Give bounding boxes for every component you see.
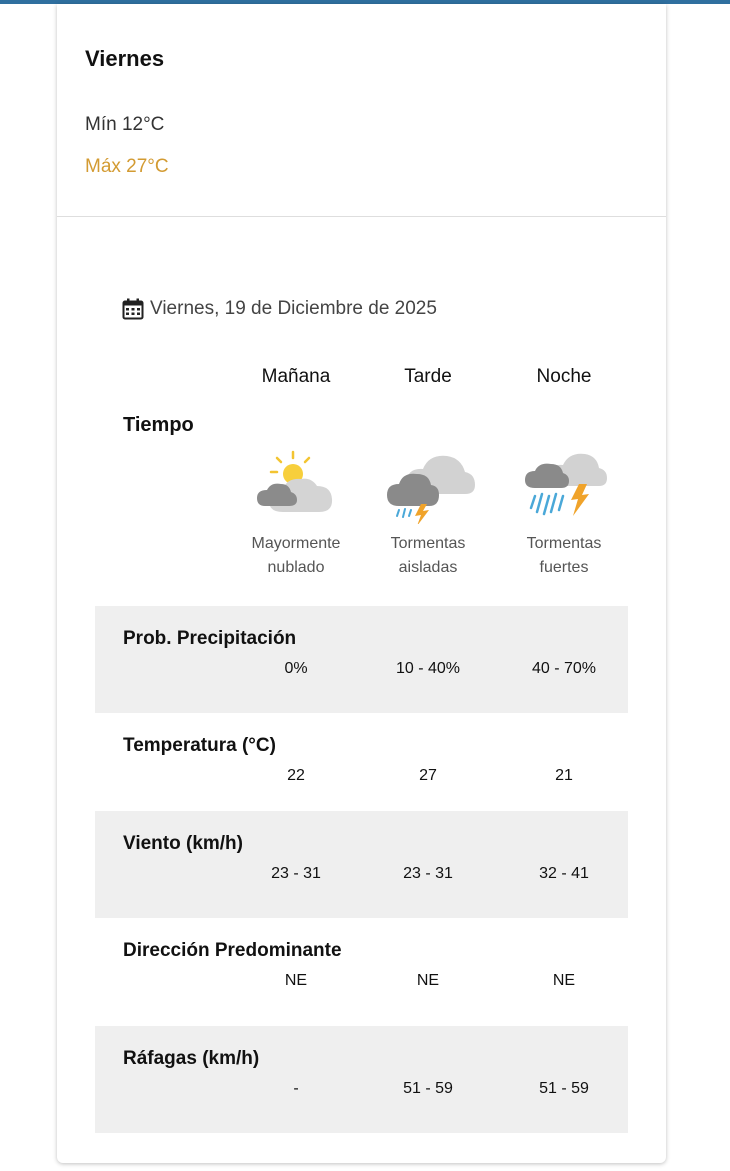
condition-night: Tormentas fuertes — [526, 535, 602, 576]
row-value-night: 32 - 41 — [539, 865, 589, 882]
row-label: Prob. Precipitación — [123, 628, 297, 649]
forecast-date — [122, 298, 437, 320]
weather-label: Tiempo — [123, 414, 194, 436]
row-value-afternoon: NE — [416, 972, 440, 989]
row-label: Ráfagas (km/h) — [123, 1048, 260, 1069]
row-value-morning: 22 — [287, 767, 305, 784]
row-value-morning: 0% — [284, 660, 308, 677]
row-temperature — [95, 713, 628, 820]
mostly-cloudy-icon — [253, 444, 343, 524]
row-value-night: 40 - 70% — [531, 660, 597, 677]
calendar-icon — [122, 298, 144, 320]
condition-morning: Mayormente nublado — [251, 535, 341, 576]
strong-thunderstorms-icon — [521, 444, 611, 524]
column-header-night: Noche — [536, 366, 592, 387]
row-value-afternoon: 51 - 59 — [403, 1080, 453, 1097]
forecast-card — [57, 4, 666, 1163]
row-value-afternoon: 23 - 31 — [403, 865, 453, 882]
row-precipitation — [95, 606, 628, 713]
condition-afternoon: Tormentas aisladas — [390, 535, 466, 576]
row-value-night: 51 - 59 — [539, 1080, 589, 1097]
column-header-morning: Mañana — [261, 366, 331, 387]
row-label: Dirección Predominante — [123, 940, 342, 961]
row-value-night: NE — [552, 972, 576, 989]
day-title: Viernes — [85, 46, 165, 71]
row-value-afternoon: 10 - 40% — [395, 660, 461, 677]
min-temperature: Mín 12°C — [85, 114, 165, 135]
max-temperature: Máx 27°C — [85, 156, 169, 177]
row-value-morning: NE — [284, 972, 308, 989]
isolated-thunderstorms-icon — [385, 444, 475, 524]
row-wind — [95, 811, 628, 918]
row-label: Temperatura (°C) — [123, 735, 276, 756]
forecast-date-text: Viernes, 19 de Diciembre de 2025 — [150, 298, 437, 319]
column-header-afternoon: Tarde — [404, 366, 452, 387]
day-summary[interactable] — [57, 4, 666, 217]
row-wind-direction — [95, 918, 628, 1025]
row-value-morning: - — [293, 1080, 299, 1097]
row-gusts — [95, 1026, 628, 1133]
row-value-afternoon: 27 — [419, 767, 437, 784]
row-label: Viento (km/h) — [123, 833, 243, 854]
row-value-morning: 23 - 31 — [271, 865, 321, 882]
row-value-night: 21 — [555, 767, 573, 784]
